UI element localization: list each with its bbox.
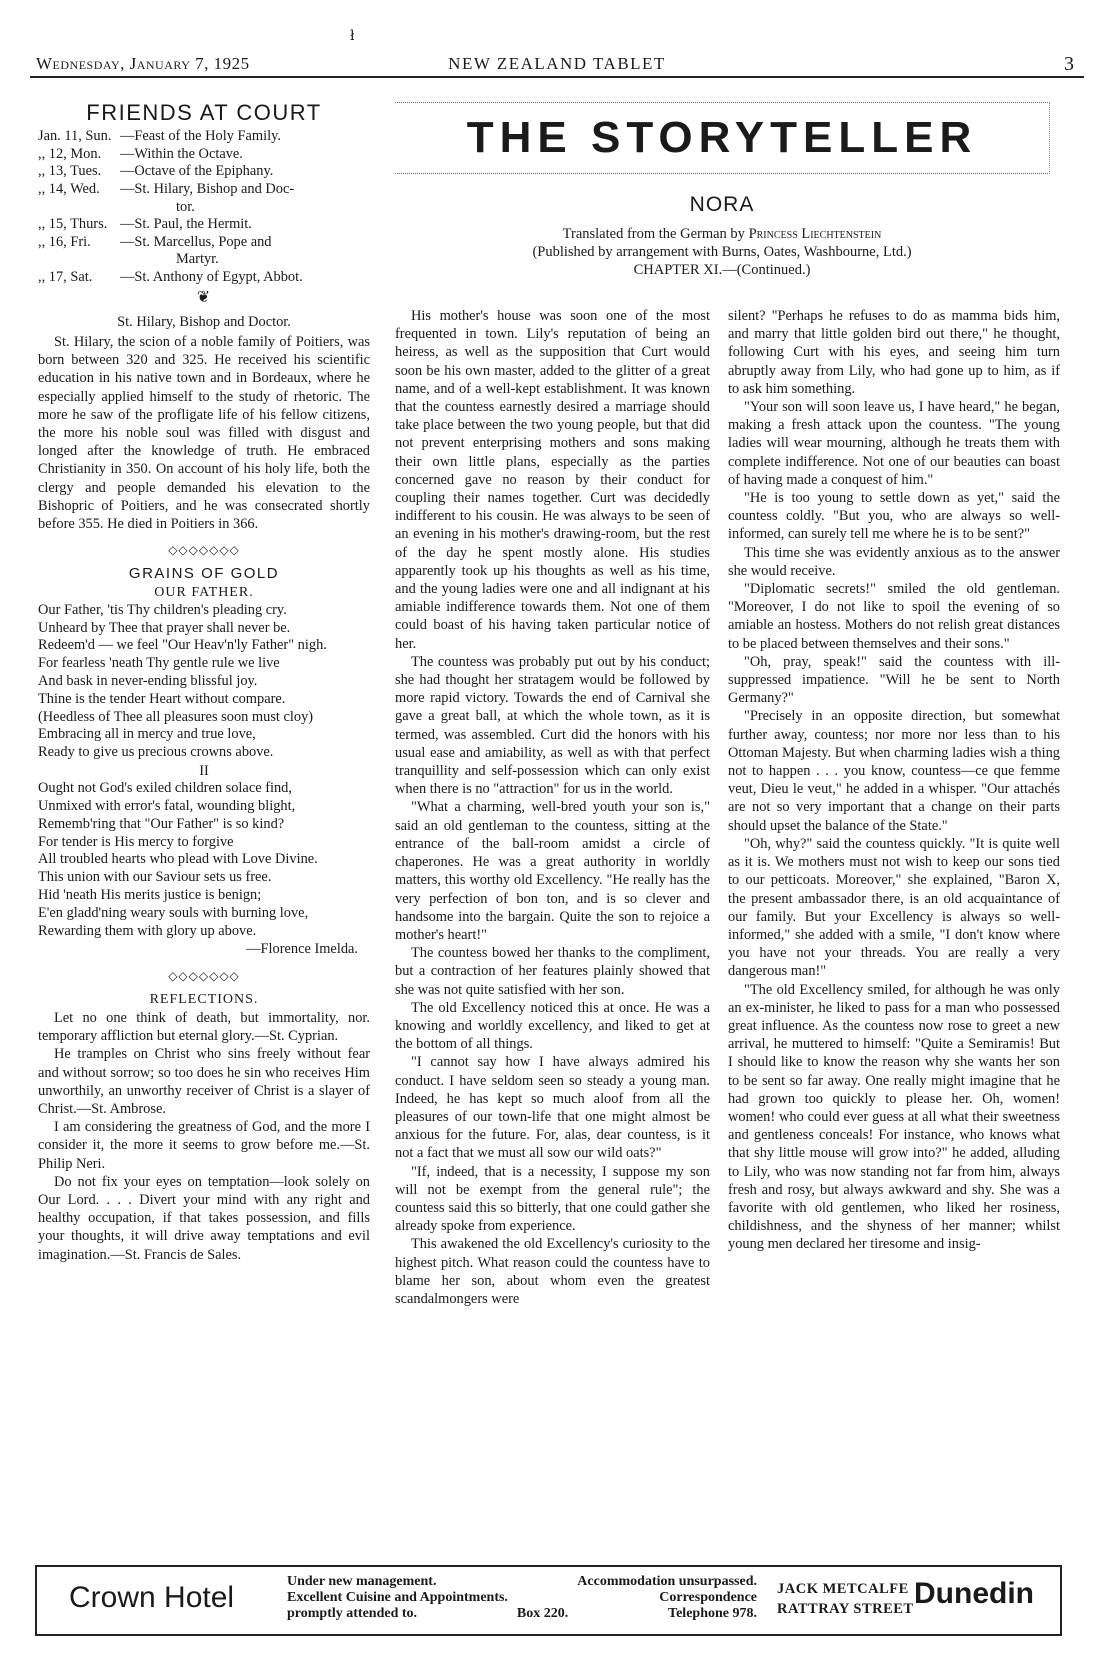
publication-note: (Published by arrangement with Burns, Oates, Washbourne, Ltd.) xyxy=(532,244,912,260)
calendar-date: ,, 15, Thurs. xyxy=(38,216,108,233)
calendar-row xyxy=(38,128,370,146)
poem-stanza-1 xyxy=(38,602,370,762)
calendar-feast-text: —Feast of the Holy Family. xyxy=(120,128,281,145)
advert-proprietor xyxy=(777,1579,914,1619)
reflection-paragraph: Do not fix your eyes on temptation—look solely on Our Lord. . . . Divert your mind with any right and healthy occupation, if that takes possession, and fills your thoughts, it will drive away temptations and evil imagination.—St. Francis de Sales. xyxy=(38,1173,370,1263)
story-paragraph: The countess bowed her thanks to the compliment, but a contraction of her features plainly showed that she was not quite satisfied with her son. xyxy=(395,945,710,998)
poem-line: Rewarding them with glory up above. xyxy=(38,922,257,939)
calendar-feast-text: —Octave of the Epiphany. xyxy=(120,163,274,180)
calendar-row xyxy=(38,146,370,164)
calendar-date: ,, 13, Tues. xyxy=(38,163,102,180)
story-header xyxy=(395,193,1049,279)
calendar-date: ,, 14, Wed. xyxy=(38,180,100,197)
ornament-divider: ◇◇◇◇◇◇◇ xyxy=(168,968,240,983)
story-paragraph: "I cannot say how I have always admired his conduct. I have seldom seen so steady a young man. Indeed, he has kept so much aloof from all the pleasures of our town-life that one might almost be anxious for the future. For, alas, dear countess, is it not a fact that we must all sow our wild oats?" xyxy=(395,1054,710,1162)
advert-line: Telephone 978. xyxy=(668,1606,757,1621)
calendar-feast xyxy=(120,163,370,181)
calendar-feast xyxy=(120,146,370,164)
poem-line: Redeem'd — we feel "Our Heav'n'ly Father" nigh. xyxy=(38,637,327,654)
heart-ornament-icon: ❦ xyxy=(196,288,212,306)
calendar-feast xyxy=(120,234,370,269)
advert-line: promptly attended to. xyxy=(287,1606,418,1621)
poem-line: Thine is the tender Heart without compare. xyxy=(38,690,286,707)
translated-prefix: Translated from the German by xyxy=(562,226,745,242)
translator-name: Princess Liechtenstein xyxy=(748,226,882,242)
reflection-paragraph: Let no one think of death, but immortality, nor. temporary affliction but eternal glory.—St. Cyprian. xyxy=(38,1009,370,1045)
calendar-feast-text: —St. Hilary, Bishop and Doc- xyxy=(120,180,295,197)
advert-line: Correspondence xyxy=(659,1590,757,1605)
advert-line: Under new management. xyxy=(287,1574,437,1589)
poem-line: For fearless 'neath Thy gentle rule we live xyxy=(38,655,280,672)
story-paragraph: "Oh, pray, speak!" said the countess with ill-suppressed impatience. "Will he be sent to North Germany?" xyxy=(728,653,1060,707)
advert-line: Accommodation unsurpassed. xyxy=(577,1574,757,1589)
story-paragraph: "If, indeed, that is a necessity, I suppose my son will not be exempt from the general rule"; the countess said this so bitterly, that one could gather she already spoke from experience. xyxy=(395,1163,710,1235)
story-column-2 xyxy=(728,307,1060,1254)
grains-heading: GRAINS OF GOLD xyxy=(128,565,280,583)
top-mark: ł xyxy=(350,28,355,44)
poem-line: Ought not God's exiled children solace find, xyxy=(38,780,292,797)
poem-line: Unheard by Thee that prayer shall never be. xyxy=(38,619,291,636)
proprietor-name: JACK METCALFE xyxy=(777,1581,909,1597)
calendar-feast-text: —St. Marcellus, Pope and xyxy=(120,233,272,250)
poem-line: For tender is His mercy to forgive xyxy=(38,833,234,850)
story-paragraph: This time she was evidently anxious as to the answer she would receive. xyxy=(728,544,1060,579)
calendar-feast xyxy=(120,181,370,216)
story-paragraph: silent? "Perhaps he refuses to do as mamma bids him, and marry that little golden bird out there," he thought, following Curt with his eyes, and seeing him turn abruptly away from Lily, who had gone up to him, as if to ask him something. xyxy=(728,308,1060,397)
reflection-paragraph: I am considering the greatness of God, and the more I consider it, the more it seems to grow before me.—St. Philip Neri. xyxy=(38,1119,370,1172)
advert-line: Box 220. xyxy=(516,1606,569,1621)
poem-line: Rememb'ring that "Our Father" is so kind? xyxy=(38,815,285,832)
calendar-feast-continued: tor. xyxy=(176,198,195,215)
poem-line: Our Father, 'tis Thy children's pleading cry. xyxy=(38,601,287,618)
page-number: 3 xyxy=(1064,53,1074,75)
left-column xyxy=(38,100,370,1264)
reflections-heading: REFLECTIONS. xyxy=(149,991,259,1007)
calendar-row xyxy=(38,269,370,287)
ornament-divider: ◇◇◇◇◇◇◇ xyxy=(168,543,240,558)
story-paragraph: The countess was probably put out by his conduct; she had thought her stratagem would be followed by more rapid victory. Towards the end of Carnival she gave a great ball, at which the whole town, as it is termed, was assembled. Curt did the honors with his usual ease and amiability, as well as with that perfect tranquillity and self-possession which can only exist when there is no "attraction" for us in the world. xyxy=(395,653,710,798)
calendar-feast xyxy=(120,216,370,234)
story-paragraph: His mother's house was soon one of the most frequented in town. Lily's reputation of being an heiress, as well as the supposition that Curt would soon be his own master, added to the glitter of a great name, and of a well-kept establishment. It was known that the countess earnestly desired a marriage should take place between the two young people, but that did not prevent enterprising mothers and sons making their own little plans, especially as the parties concerned gave no reason by their conduct for coupling their names together. Curt was decidedly indifferent to his cousin. He was always to be seen of an evening in his mother's drawing-room, but the rest of the day he spent mostly alone. His studies apparently took up his thoughts as well as his time, and the young ladies were one and all indignant at his amiable indifference towards them. Not one of them could boast of his having taken particular notice of her. xyxy=(395,308,710,652)
hotel-name: Crown Hotel xyxy=(69,1581,235,1614)
calendar-date: ,, 12, Mon. xyxy=(38,145,102,162)
story-paragraph: "The old Excellency smiled, for although he was only an ex-minister, he liked to pass for a man who possessed great influence. As the countess now rose to greet a new arrival, he muttered to himself: "Quite a Semiramis! But I should like to know the reason why she wants her son to be sent so far away. One really might imagine that he had grown too quickly to please her. Oh, women! women! who could ever guess at all what their sweetness and gentleness conceals! For instance, who knows what that shy little mouse will grow into?" he added, alluding to Lily, who was now standing not far from him, always fresh and rosy, but always awkward and shy. She was a favorite with old gentlemen, who liked her rosiness, childishness, and the shyness of her manner; whilst young men declared her tiresome and insig- xyxy=(728,981,1060,1253)
calendar-date: ,, 17, Sat. xyxy=(38,268,93,285)
calendar-row xyxy=(38,181,370,216)
feast-calendar xyxy=(38,128,370,286)
issue-date: Wednesday, January 7, 1925 xyxy=(36,54,250,73)
calendar-row xyxy=(38,234,370,269)
story-paragraph: "Your son will soon leave us, I have heard," he began, making a fresh attack upon the countess. "The young ladies will wear mourning, although he treats them with complete indifference. Not one of our beauties can boast of having made a conquest of him." xyxy=(728,399,1060,488)
stanza-numeral: II xyxy=(199,762,209,779)
story-title: NORA xyxy=(689,193,755,216)
story-paragraph: "What a charming, well-bred youth your son is," said an old gentleman to the countess, sitting at the entrance of the ball-room amidst a circle of chaperones. He was a great authority in worldly matters, this worthy old Excellency. "He really has the very perfection of bon ton, and is so clever and handsome into the bargain. Quite the son to rejoice a mother's heart!" xyxy=(395,799,710,943)
poem-line: (Heedless of Thee all pleasures soon must cloy) xyxy=(38,708,314,725)
poem-signature: —Florence Imelda. xyxy=(246,941,358,958)
crown-hotel-advert xyxy=(35,1565,1062,1636)
story-paragraph: "He is too young to settle down as yet," said the countess coldly. "But you, who are always so well-informed, can surely tell me where he is to be sent?" xyxy=(728,490,1060,543)
advert-line: Excellent Cuisine and Appointments. xyxy=(287,1590,508,1605)
calendar-feast xyxy=(120,128,370,146)
calendar-feast-text: —Within the Octave. xyxy=(120,145,243,162)
story-paragraph: This awakened the old Excellency's curiosity to the highest pitch. What reason could the countess have to blame her son, about whom even the greatest scandalmongers were xyxy=(395,1236,710,1307)
poem-stanza-2 xyxy=(38,780,370,940)
poem-line: Ready to give us precious crowns above. xyxy=(38,744,274,761)
poem-line: All troubled hearts who plead with Love Divine. xyxy=(38,851,318,868)
poem-line: Embracing all in mercy and true love, xyxy=(38,726,256,743)
story-paragraph: "Oh, why?" said the countess quickly. "It is quite well as it is. We mothers must not wish to keep our sons tied to our petticoats. Moreover," she explained, "Baron X, the present ambassador there, is an old acquaintance of our family. But your Excellency is always so well-informed," she added with a smile, "I don't know where you have not your threads. You are really a very dangerous man!" xyxy=(728,835,1060,980)
calendar-feast-text: —St. Paul, the Hermit. xyxy=(120,216,252,233)
story-paragraph: The old Excellency noticed this at once. He was a knowing and worldly excellency, and liked to get at the bottom of all things. xyxy=(395,999,710,1053)
story-column-1 xyxy=(395,307,710,1308)
calendar-feast-continued: Martyr. xyxy=(176,251,219,268)
translation-credit xyxy=(395,225,1049,243)
story-paragraph: "Diplomatic secrets!" smiled the old gentleman. "Moreover, I do not like to spoil the evening of so amiable an hostess. Mothers do not relish great distances to be placed between themselves and their sons." xyxy=(728,581,1060,652)
advert-details xyxy=(287,1574,757,1622)
poem-line: And bask in never-ending blissful joy. xyxy=(38,672,258,689)
reflection-paragraph: He tramples on Christ who sins freely without fear and without sorrow; so too does he sin who receives Him unworthily, an unworthy receiver of Christ is a slayer of Christ.—St. Ambrose. xyxy=(38,1046,370,1117)
city-name: Dunedin xyxy=(914,1577,1034,1610)
storyteller-title: THE STORYTELLER xyxy=(466,113,978,162)
poem-line: Hid 'neath His merits justice is benign; xyxy=(38,886,262,903)
friends-heading: FRIENDS AT COURT xyxy=(86,100,322,125)
saint-heading: St. Hilary, Bishop and Doctor. xyxy=(117,313,291,330)
poem-line: This union with our Saviour sets us free. xyxy=(38,869,272,886)
calendar-feast xyxy=(120,269,370,287)
calendar-row xyxy=(38,216,370,234)
calendar-date: ,, 16, Fri. xyxy=(38,233,91,250)
storyteller-banner xyxy=(395,102,1050,174)
calendar-row xyxy=(38,163,370,181)
masthead xyxy=(30,48,1084,78)
reflections-list xyxy=(38,1009,370,1264)
street-name: RATTRAY STREET xyxy=(777,1601,914,1617)
paper-title: NEW ZEALAND TABLET xyxy=(448,54,666,73)
calendar-date: Jan. 11, Sun. xyxy=(38,128,112,145)
poem-line: Unmixed with error's fatal, wounding blight, xyxy=(38,797,296,814)
poem-line: E'en gladd'ning weary souls with burning love, xyxy=(38,904,309,921)
calendar-feast-text: —St. Anthony of Egypt, Abbot. xyxy=(120,268,303,285)
chapter-label: CHAPTER XI.—(Continued.) xyxy=(633,262,811,278)
story-paragraph: "Precisely in an opposite direction, but somewhat further away, countess; nor more nor less than to his Ottoman Majesty. But when charming ladies wish a thing not to happen . . . you know, countess—ce que femme veut, Dieu le veut," he added in a whisper. "Our attachés are not so very important that a change on their parts should upset the balance of the State." xyxy=(728,708,1060,834)
saint-text: St. Hilary, the scion of a noble family of Poitiers, was born between 320 and 325. He received his scientific education in his native town and in Bordeaux, where he especially applied himself to the study of rhetoric. The more he saw of the profligate life of his fellow citizens, the more his noble soul was filled with disgust and longed after the knowledge of truth. He embraced Christianity in 350. On account of his holy life, both the clergy and people demanded his elevation to the Bishopric of Poitiers, and he was consecrated shortly before 355. He died in Poitiers in 366. xyxy=(38,333,370,532)
poem-title: OUR FATHER. xyxy=(154,584,254,600)
